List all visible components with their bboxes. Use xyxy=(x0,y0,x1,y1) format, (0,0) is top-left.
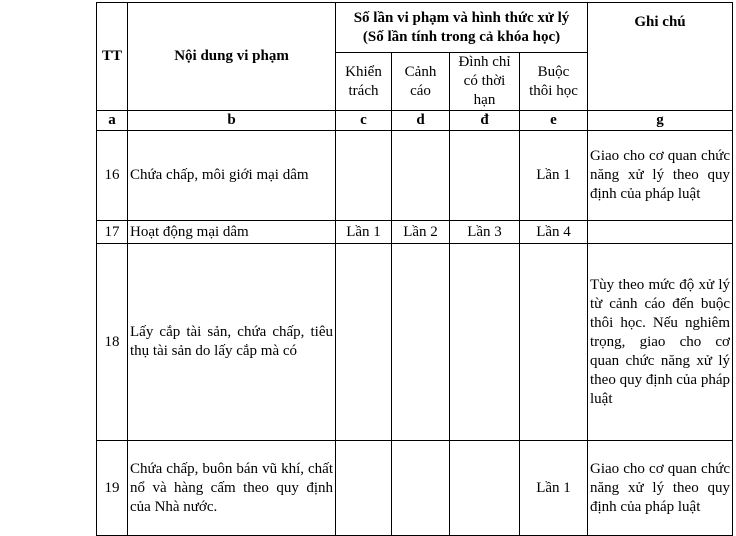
letter-e: e xyxy=(520,111,588,131)
violations-table xyxy=(96,2,733,536)
row-number: 18 xyxy=(97,244,128,441)
reprimand-line2: trách xyxy=(348,82,379,99)
suspension-cell xyxy=(450,244,520,441)
table-row xyxy=(97,131,733,221)
suspension-line2: có thời xyxy=(463,73,506,89)
suspension-cell xyxy=(450,441,520,536)
reprimand-cell: Lần 1 xyxy=(336,221,392,244)
penalty-group-line2: (Số lần tính trong cả khóa học) xyxy=(362,28,561,45)
reprimand-cell xyxy=(336,131,392,221)
reprimand-header xyxy=(336,53,392,111)
note-cell: Tùy theo mức độ xử lý từ cảnh cáo đến buộc thôi học. Nếu nghiêm trọng, giao cho cơ quan chức năng xử lý theo quy định của pháp luật xyxy=(588,244,733,441)
note-header: Ghi chú xyxy=(588,3,733,111)
expulsion-line1: Buộc xyxy=(537,63,570,80)
suspension-cell xyxy=(450,131,520,221)
penalty-group-line1: Số lần vi phạm và hình thức xử lý xyxy=(353,9,570,26)
letter-d: d xyxy=(392,111,450,131)
expulsion-cell: Lần 1 xyxy=(520,131,588,221)
warning-cell xyxy=(392,441,450,536)
header-row-1 xyxy=(97,3,733,53)
violation-content: Chứa chấp, môi giới mại dâm xyxy=(128,131,336,221)
letter-dd: đ xyxy=(450,111,520,131)
content-header: Nội dung vi phạm xyxy=(128,3,336,111)
violation-content: Lấy cắp tài sản, chứa chấp, tiêu thụ tài sản do lấy cắp mà có xyxy=(128,244,336,441)
letter-c: c xyxy=(336,111,392,131)
row-number: 16 xyxy=(97,131,128,221)
warning-line2: cáo xyxy=(410,82,431,99)
tt-header: TT xyxy=(97,3,128,111)
suspension-line3: hạn xyxy=(473,92,496,108)
penalty-group-header xyxy=(336,3,588,53)
suspension-header xyxy=(450,53,520,111)
expulsion-cell: Lần 1 xyxy=(520,441,588,536)
warning-cell xyxy=(392,244,450,441)
violation-content: Chứa chấp, buôn bán vũ khí, chất nổ và hàng cấm theo quy định của Nhà nước. xyxy=(128,441,336,536)
table-row xyxy=(97,244,733,441)
expulsion-header xyxy=(520,53,588,111)
expulsion-cell xyxy=(520,244,588,441)
letter-b: b xyxy=(128,111,336,131)
reprimand-cell xyxy=(336,244,392,441)
row-number: 17 xyxy=(97,221,128,244)
row-number: 19 xyxy=(97,441,128,536)
warning-cell: Lần 2 xyxy=(392,221,450,244)
warning-header xyxy=(392,53,450,111)
note-cell: Giao cho cơ quan chức năng xử lý theo quy định của pháp luật xyxy=(588,131,733,221)
table-row xyxy=(97,221,733,244)
warning-cell xyxy=(392,131,450,221)
letter-a: a xyxy=(97,111,128,131)
warning-line1: Cảnh xyxy=(404,63,437,80)
note-cell: Giao cho cơ quan chức năng xử lý theo quy định của pháp luật xyxy=(588,441,733,536)
reprimand-cell xyxy=(336,441,392,536)
table-row xyxy=(97,441,733,536)
letter-row xyxy=(97,111,733,131)
letter-g: g xyxy=(588,111,733,131)
suspension-cell: Lần 3 xyxy=(450,221,520,244)
reprimand-line1: Khiển xyxy=(345,63,382,80)
note-cell xyxy=(588,221,733,244)
expulsion-line2: thôi học xyxy=(529,82,578,99)
suspension-line1: Đình chỉ xyxy=(458,54,511,70)
expulsion-cell: Lần 4 xyxy=(520,221,588,244)
violation-content: Hoạt động mại dâm xyxy=(128,221,336,244)
